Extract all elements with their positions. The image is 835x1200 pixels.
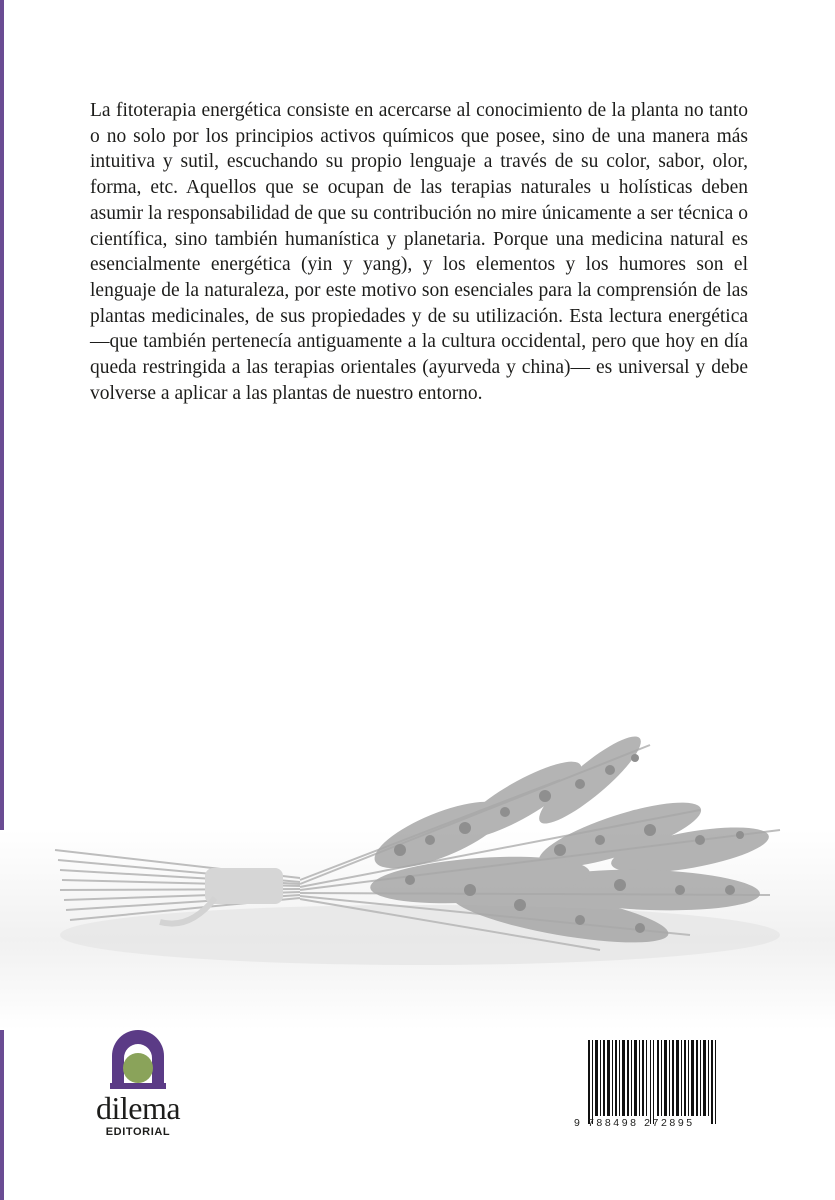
lavender-bouquet-icon	[0, 700, 835, 1030]
back-cover-blurb: La fitoterapia energética consiste en acercarse al conocimiento de la planta no tanto o no solo por los principios activos químicos que posee, sino de una manera más intuitiva y sutil, escuchando su propio lenguaje a través de su color, sabor, olor, forma, etc. Aquellos que se ocupan de las terapias naturales u holísticas deben asumir la responsabilidad de que su contribución no mire únicamente a ser técnica o científica, sino también humanística y planetaria. Porque una medicina natural es esencialmente energética (yin y yang), y los elementos y los humores son el lenguaje de la naturaleza, por este motivo son esenciales para la comprensión de las plantas medicinales, de sus propiedades y de su utilización. Esta lectura energética —que también pertenecía antiguamente a la cultura occidental, pero que hoy en día queda restringida a las terapias orientales (ayurveda y china)— es universal y debe volverse a aplicar a las plantas de nuestro entorno.	[90, 100, 748, 404]
isbn-digits: 9 788498 272895	[574, 1117, 695, 1129]
publisher-subtitle: EDITORIAL	[105, 1126, 171, 1138]
publisher-mark-icon	[106, 1028, 170, 1090]
publisher-logo	[88, 1028, 188, 1148]
publisher-name: dilema	[95, 1090, 181, 1126]
